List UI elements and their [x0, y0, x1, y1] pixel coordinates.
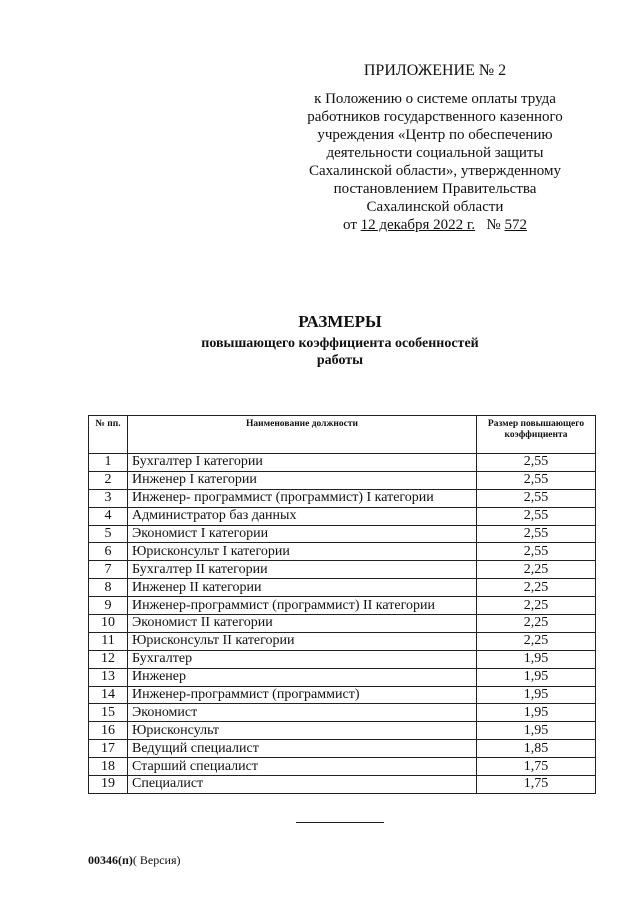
number-prefix: №	[486, 217, 505, 233]
row-number: 11	[89, 632, 128, 650]
row-number: 13	[89, 668, 128, 686]
table-row	[89, 597, 596, 615]
row-coefficient: 1,75	[477, 758, 596, 776]
row-coefficient: 1,95	[477, 650, 596, 668]
row-position-name: Бухгалтер I категории	[128, 454, 477, 472]
row-number: 9	[89, 597, 128, 615]
row-position-name: Экономист II категории	[128, 615, 477, 633]
row-coefficient: 2,25	[477, 579, 596, 597]
table-row	[89, 507, 596, 525]
row-coefficient: 1,85	[477, 740, 596, 758]
row-coefficient: 2,55	[477, 489, 596, 507]
col-header-number: № пп.	[89, 416, 128, 454]
row-number: 15	[89, 704, 128, 722]
col-header-value: Размер повышающего коэффициента	[477, 416, 596, 454]
row-position-name: Инженер-программист (программист)	[128, 686, 477, 704]
row-number: 10	[89, 615, 128, 633]
row-position-name: Инженер- программист (программист) I категории	[128, 489, 477, 507]
row-number: 3	[89, 489, 128, 507]
row-coefficient: 1,95	[477, 722, 596, 740]
table-row	[89, 615, 596, 633]
appendix-date: 12 декабря 2022 г.	[360, 217, 476, 233]
row-position-name: Экономист I категории	[128, 525, 477, 543]
row-number: 2	[89, 471, 128, 489]
row-coefficient: 2,55	[477, 471, 596, 489]
appendix-line: Сахалинской области», утвержденному	[308, 163, 562, 179]
table-row	[89, 632, 596, 650]
row-coefficient: 2,55	[477, 525, 596, 543]
row-position-name: Бухгалтер	[128, 650, 477, 668]
date-prefix: от	[343, 217, 361, 233]
table-row	[89, 525, 596, 543]
table-row	[89, 454, 596, 472]
row-coefficient: 1,95	[477, 686, 596, 704]
row-number: 7	[89, 561, 128, 579]
appendix-date-line	[300, 216, 570, 234]
table-row	[89, 650, 596, 668]
row-position-name: Юрисконсульт	[128, 722, 477, 740]
row-position-name: Инженер-программист (программист) II категории	[128, 597, 477, 615]
table-row	[89, 776, 596, 794]
appendix-block	[300, 62, 570, 234]
row-position-name: Специалист	[128, 776, 477, 794]
row-number: 12	[89, 650, 128, 668]
row-coefficient: 2,55	[477, 454, 596, 472]
col-header-name: Наименование должности	[128, 416, 477, 454]
table-row	[89, 740, 596, 758]
row-number: 1	[89, 454, 128, 472]
table-row	[89, 579, 596, 597]
table-row	[89, 722, 596, 740]
appendix-line: деятельности социальной защиты	[326, 145, 544, 161]
row-number: 19	[89, 776, 128, 794]
row-coefficient: 2,25	[477, 561, 596, 579]
row-position-name: Инженер I категории	[128, 471, 477, 489]
row-coefficient: 2,25	[477, 632, 596, 650]
row-position-name: Бухгалтер II категории	[128, 561, 477, 579]
code-number: 00346(п)	[88, 853, 133, 867]
row-position-name: Инженер	[128, 668, 477, 686]
row-position-name: Ведущий специалист	[128, 740, 477, 758]
table-row	[89, 561, 596, 579]
heading-subtitle-1: повышающего коэффициента особенностей	[201, 336, 479, 351]
appendix-title: ПРИЛОЖЕНИЕ № 2	[363, 62, 507, 79]
separator-line	[296, 822, 384, 823]
appendix-line: Сахалинской области	[366, 199, 504, 215]
row-number: 8	[89, 579, 128, 597]
row-coefficient: 2,55	[477, 507, 596, 525]
row-number: 5	[89, 525, 128, 543]
table-row	[89, 489, 596, 507]
row-coefficient: 1,75	[477, 776, 596, 794]
document-code	[88, 853, 181, 868]
row-number: 4	[89, 507, 128, 525]
row-coefficient: 2,55	[477, 543, 596, 561]
row-number: 17	[89, 740, 128, 758]
table-row	[89, 686, 596, 704]
appendix-line: к Положению о системе оплаты труда	[314, 91, 556, 107]
coefficients-table	[88, 415, 596, 794]
row-coefficient: 2,25	[477, 615, 596, 633]
appendix-line: учреждения «Центр по обеспечению	[317, 127, 553, 143]
table-row	[89, 704, 596, 722]
row-position-name: Инженер II категории	[128, 579, 477, 597]
row-position-name: Юрисконсульт I категории	[128, 543, 477, 561]
table-row	[89, 543, 596, 561]
row-position-name: Экономист	[128, 704, 477, 722]
row-coefficient: 2,25	[477, 597, 596, 615]
appendix-line: работников государственного казенного	[307, 109, 563, 125]
row-position-name: Администратор баз данных	[128, 507, 477, 525]
code-version: ( Версия)	[132, 853, 181, 867]
row-position-name: Юрисконсульт II категории	[128, 632, 477, 650]
heading-title: РАЗМЕРЫ	[298, 312, 382, 331]
table-row	[89, 471, 596, 489]
row-coefficient: 1,95	[477, 668, 596, 686]
appendix-number: 572	[504, 217, 527, 233]
appendix-line: постановлением Правительства	[333, 181, 537, 197]
table-row	[89, 668, 596, 686]
table-row	[89, 758, 596, 776]
heading-subtitle-2: работы	[316, 353, 364, 368]
row-number: 6	[89, 543, 128, 561]
table-body	[89, 454, 596, 794]
row-number: 16	[89, 722, 128, 740]
row-number: 18	[89, 758, 128, 776]
row-coefficient: 1,95	[477, 704, 596, 722]
row-position-name: Старший специалист	[128, 758, 477, 776]
document-heading	[150, 312, 530, 369]
row-number: 14	[89, 686, 128, 704]
